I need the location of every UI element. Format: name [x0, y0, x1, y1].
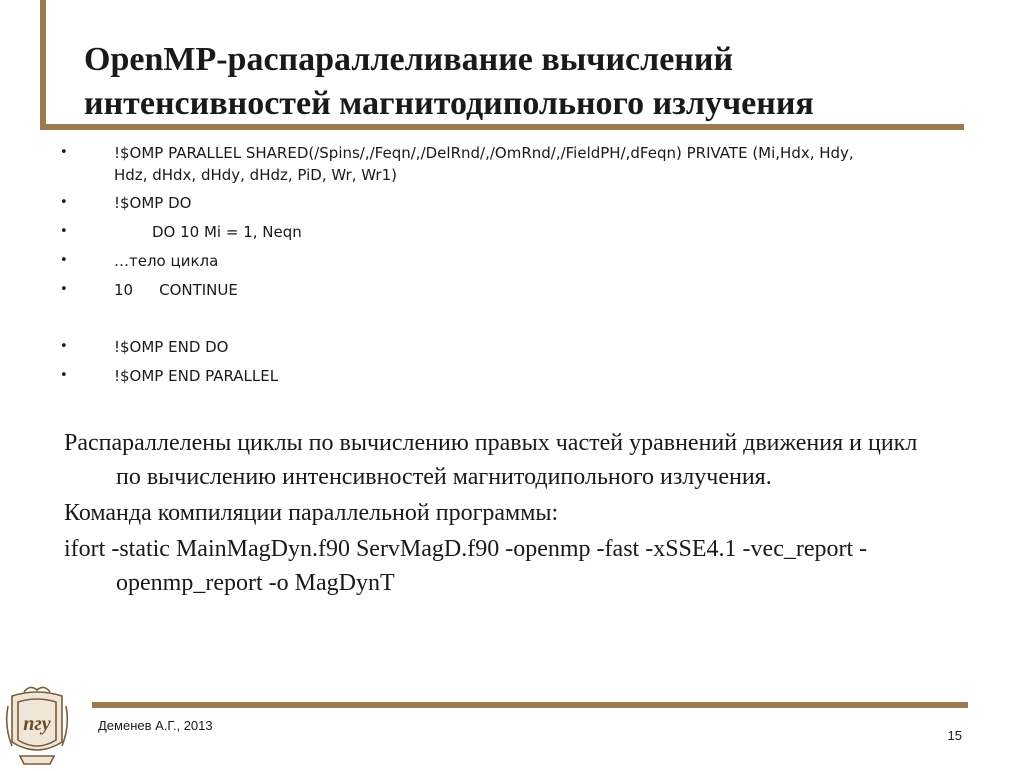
footer-author: Деменев А.Г., 2013 [98, 718, 213, 733]
bullet-marker: • [60, 282, 68, 297]
bullet-marker: • [60, 368, 68, 383]
list-item [60, 221, 960, 250]
list-item [60, 365, 960, 394]
bullet-marker: • [60, 224, 68, 239]
slide-title [84, 38, 984, 126]
list-item-text: !$OMP DO [114, 194, 192, 212]
slide-title-line-2: интенсивностей магнитодипольного излучения [84, 85, 814, 122]
left-accent-bar [40, 0, 46, 130]
code-bullet-list [60, 142, 960, 394]
bullet-marker: • [60, 145, 68, 160]
body-paragraph: Команда компиляции параллельной программы: [64, 500, 559, 526]
list-item-text: DO 10 Mi = 1, Neqn [152, 223, 302, 241]
compile-command: ifort -static MainMagDyn.f90 ServMagD.f90 -openmp -fast -xSSE4.1 -vec_report -openmp_report -o MagDynT [64, 536, 868, 596]
footer-divider [92, 702, 968, 708]
list-item [60, 250, 960, 279]
list-item [60, 336, 960, 365]
list-item-text: …тело цикла [114, 252, 219, 270]
slide-body [64, 426, 944, 602]
slide-title-line-1: OpenMP-распараллеливание вычислений [84, 41, 734, 78]
list-item [60, 279, 960, 336]
body-paragraph: Распараллелены циклы по вычислению правых частей уравнений движения и цикл по вычислению интенсивностей магнитодипольного излучения. [64, 430, 918, 490]
logo-monogram: пгу [23, 713, 51, 735]
statement-label: 10 [114, 281, 134, 299]
list-item [60, 142, 960, 192]
bullet-marker: • [60, 339, 68, 354]
list-item-text-continued: Hdz, dHdx, dHdy, dHdz, PiD, Wr, Wr1) [114, 166, 397, 184]
page-number: 15 [947, 728, 962, 743]
list-item-text: !$OMP END DO [114, 338, 229, 356]
list-item-text: !$OMP PARALLEL SHARED(/Spins/,/Feqn/,/DelRnd/,/OmRnd/,/FieldPH/,dFeqn) PRIVATE (Mi,Hdx, Hdy, [114, 144, 854, 162]
bullet-marker: • [60, 195, 68, 210]
university-emblem-icon [4, 686, 70, 766]
list-item [60, 192, 960, 221]
list-item-text: CONTINUE [159, 281, 238, 299]
bullet-marker: • [60, 253, 68, 268]
list-item-text: !$OMP END PARALLEL [114, 367, 279, 385]
